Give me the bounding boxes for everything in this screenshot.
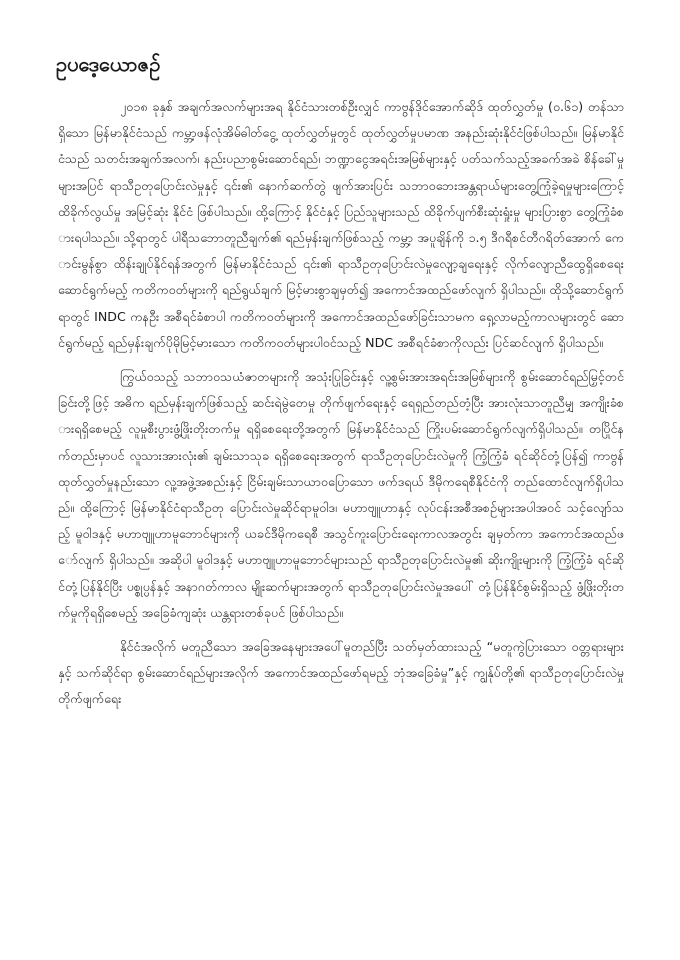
paragraph-1: ၂၀၁၈ ခုနှစ် အချက်အလက်များအရ နိုင်ငံသားတစ်ဦးလျှင် ကာဗွန်ဒိုင်အောက်ဆိုဒ် ထုတ်လွှတ်မှု (၀.၆၁) တန်သာရှိသော မြန်မာနိုင်ငံသည် ကမ္ဘာ့ဖန်လုံအိမ်ဓါတ်ငွေ့ ထုတ်လွှတ်မှုတွင် ထုတ်လွှတ်မှုပမာဏ အနည်းဆုံးနိုင်ငံဖြစ်ပါသည်။ မြန်မာနိုင်ငံသည် သတင်းအချက်အလက်၊ နည်းပညာစွမ်းဆောင်ရည်၊ ဘဏ္ဍာငွေအရင်းအမြစ်များနှင့် ပတ်သက်သည့်အခက်အခဲ စိန်ခေါ်မှုများအပြင် ရာသီဥတုပြောင်းလဲမှုနှင့် ၎င်း၏ နောက်ဆက်တွဲ ဖျက်အားပြင်း သဘာဝဘေးအန္တရာယ်များတွေ့ကြုံခဲ့ရမှုများကြောင့် ထိခိုက်လွယ်မှု အမြင့်ဆုံး နိုင်ငံ ဖြစ်ပါသည်။ ထို့ကြောင့် နိုင်ငံနှင့် ပြည်သူများသည် ထိခိုက်ပျက်စီးဆုံးရှုံးမှု များပြားစွာ တွေ့ကြုံခံစားရပါသည်။ သို့ရာတွင် ပါရီသဘောတူညီချက်၏ ရည်မှန်းချက်ဖြစ်သည့် ကမ္ဘာ့ အပူချိန်ကို ၁.၅ ဒီဂရီစင်တီဂရိတ်အောက် ကောင်းမွန်စွာ ထိန်းချုပ်နိုင်ရန်အတွက် မြန်မာနိုင်ငံသည် ၎င်း၏ ရာသီဥတုပြောင်းလဲမှုလျော့ချရေးနှင့် လိုက်လျောညီထွေရှိစေရေး ဆောင်ရွက်မည့် ကတိကဝတ်များကို ရည်ရွယ်ချက် မြင့်မားစွာချမှတ်၍ အကောင်အထည်ဖော်လျက် ရှိပါသည်။ ထိုသို့ဆောင်ရွက်ရာတွင် INDC ကနဦး အစီရင်ခံစာပါ ကတိကဝတ်များကို အကောင်အထည်ဖော်ခြင်းသာမက ရှေ့လာမည့်ကာလများတွင် ဆောင်ရွက်မည့် ရည်မှန်းချက်ပိုမိုမြင့်မားသော ကတိကဝတ်များပါဝင်သည့် NDC အစီရင်ခံစာကိုလည်း ပြင်ဆင်လျက် ရှိပါသည်။ <box>58 99 624 350</box>
paragraph-2: ကြွယ်ဝသည့် သဘာဝသယံဇာတများကို အသုံးပြုခြင်းနှင့် လူ့စွမ်းအားအရင်းအမြစ်များကို စွမ်းဆောင်ရည်မြှင့်တင်ခြင်းတို့ဖြင့် အဓိက ရည်မှန်းချက်ဖြစ်သည့် ဆင်းရဲမွဲတေမှု တိုက်ဖျက်ရေးနှင့် ရေရှည်တည်တံ့ပြီး အားလုံးသာတူညီမျှ အကျိုးခံစားရရှိစေမည့် လူမှုစီးပွားဖွံ့ဖြိုးတိုးတက်မှု ရရှိစေရေးတို့အတွက် မြန်မာနိုင်ငံသည် ကြိုးပမ်းဆောင်ရွက်လျက်ရှိပါသည်။ တပြိုင်နက်တည်းမှာပင် လူသားအားလုံး၏ ချမ်းသာသုခ ရရှိစေရေးအတွက် ရာသီဥတုပြောင်းလဲမှုကို ကြံ့ကြံ့ခံ ရင်ဆိုင်တုံ့ပြန်၍ ကာဗွန်ထုတ်လွှတ်မှုနည်းသော လူ့အဖွဲ့အစည်းနှင့် ငြိမ်းချမ်းသာယာဝပြောသော ဖက်ဒရယ် ဒီမိုကရေစီနိုင်ငံကို တည်ထောင်လျက်ရှိပါသည်။ ထို့ကြောင့် မြန်မာနိုင်ငံရာသီဥတု ပြောင်းလဲမှုဆိုင်ရာမူဝါဒ၊ မဟာဗျူဟာနှင့် လုပ်ငန်းအစီအစဉ်များအပါအဝင် သင့်လျော်သည့် မူဝါဒနှင့် မဟာဗျူဟာမူဘောင်များကို ယခင်ဒီမိုကရေစီ အသွင်ကူးပြောင်းရေးကာလအတွင်း ချမှတ်ကာ အကောင်အထည်ဖော်လျက် ရှိပါသည်။ အဆိုပါ မူဝါဒနှင့် မဟာဗျူဟာမူဘောင်များသည် ရာသီဥတုပြောင်းလဲမှု၏ ဆိုးကျိုးများကို ကြံ့ကြံ့ခံ ရင်ဆိုင်တုံ့ပြန်နိုင်ပြီး ပစ္စုပ္ပန်နှင့် အနာဂတ်ကာလ မျိုးဆက်များအတွက် ရာသီဥတုပြောင်းလဲမှုအပေါ် တုံ့ပြန်နိုင်စွမ်းရှိသည့် ဖွံ့ဖြိုးတိုးတက်မှုကိုရရှိစေမည့် အခြေခံကျဆုံး ယန္တရားတစ်ခုပင် ဖြစ်ပါသည်။ <box>58 369 624 620</box>
section-heading: ဥပဒေ့ယောဇဥ် <box>56 52 161 76</box>
paragraph-3: နိုင်ငံအလိုက် မတူညီသော အခြေအနေများအပေါ်မူတည်ပြီး သတ်မှတ်ထားသည့် “မတူကွဲပြားသော ဝတ္တရားများနှင့် သက်ဆိုင်ရာ စွမ်းဆောင်ရည်များအလိုက် အကောင်အထည်ဖော်ရမည့် ဘုံအခြေခံမှု”နှင့် ကျွန်ုပ်တို့၏ ရာသီဥတုပြောင်းလဲမှု တိုက်ဖျက်ရေး <box>58 639 624 707</box>
